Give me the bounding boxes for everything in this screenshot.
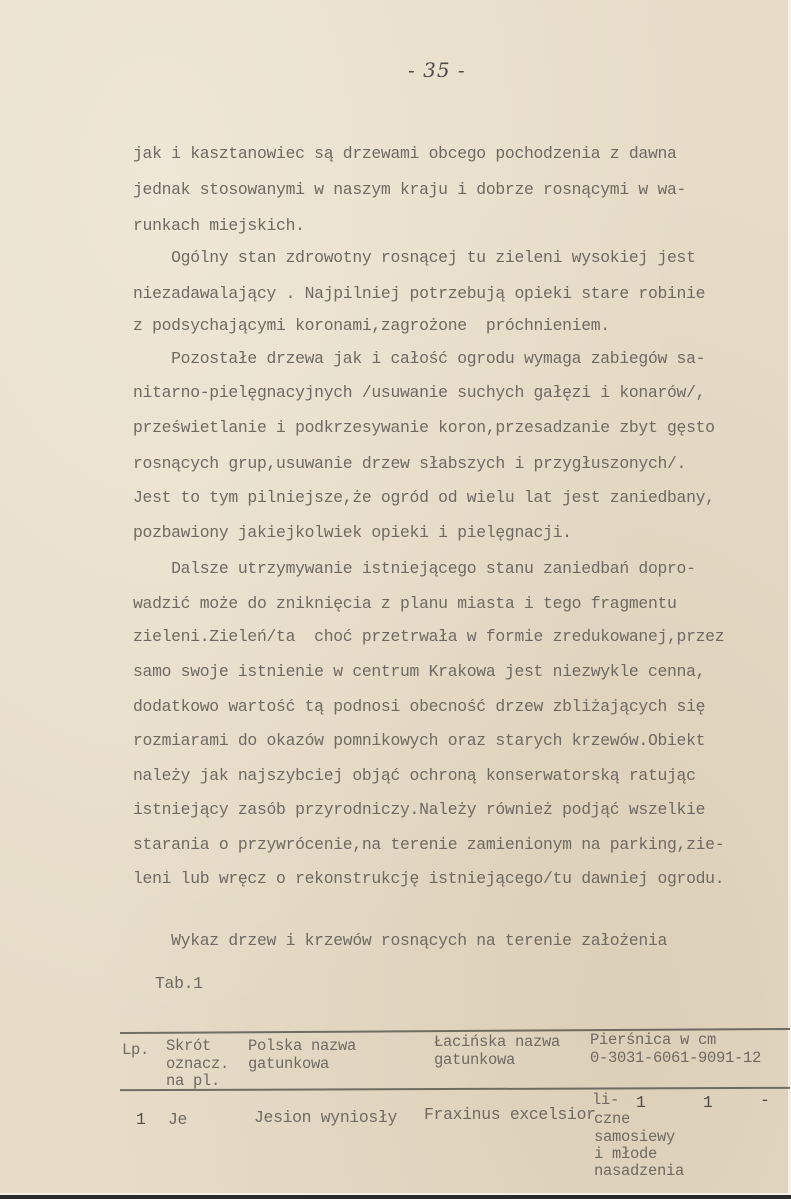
text-line: zieleni.Zieleń/ta choć przetrwała w formie zredukowanej,przez [133, 627, 725, 646]
text-line: starania o przywrócenie,na terenie zamienionym na parking,zie- [133, 835, 725, 854]
table-caption: Wykaz drzew i krzewów rosnących na terenie założenia [133, 931, 668, 950]
row-count-0: li- [592, 1091, 620, 1109]
text-line: samo swoje istnienie w centrum Krakowa jest niezwykle cenna, [133, 662, 706, 681]
text-line: leni lub wręcz o rekonstrukcję istniejącego/tu dawniej ogrodu. [133, 869, 725, 888]
text-line: istniejący zasób przyrodniczy.Należy również podjąć wszelkie [133, 800, 706, 819]
text-line: Ogólny stan zdrowotny rosnącej tu zieleni wysokiej jest [133, 248, 696, 267]
text-line: wadzić może do zniknięcia z planu miasta i tego fragmentu [133, 594, 677, 613]
row-note-2: samosiewy [594, 1128, 676, 1146]
text-line: Dalsze utrzymywanie istniejącego stanu zaniedbań dopro- [133, 559, 696, 578]
text-line: niezadawalający . Najpilniej potrzebują opieki stare robinie [133, 284, 706, 303]
row-note-3: i młode [594, 1145, 658, 1163]
header-polska-1: Polska nazwa [248, 1037, 357, 1055]
text-line: Pozostałe drzewa jak i całość ogrodu wymaga zabiegów sa- [133, 349, 706, 368]
text-line: dodatkowo wartość tą podnosi obecność drzew zbliżających się [133, 697, 706, 716]
header-skrot-2: oznacz. [166, 1055, 230, 1073]
text-line: pozbawiony jakiejkolwiek opieki i pielęgnacji. [133, 523, 572, 542]
text-line: prześwietlanie i podkrzesywanie koron,przesadzanie zbyt gęsto [133, 418, 715, 437]
text-line: nitarno-pielęgnacyjnych /usuwanie suchych gałęzi i konarów/, [133, 383, 706, 402]
row-polska: Jesion wyniosły [254, 1108, 398, 1127]
row-lacinska: Fraxinus excelsior [424, 1105, 596, 1124]
header-piersnica-2: 0-3031-6061-9091-12 [590, 1049, 762, 1067]
header-skrot-1: Skrót [166, 1037, 212, 1055]
row-skrot: Je [168, 1110, 188, 1129]
text-line: runkach miejskich. [133, 216, 305, 235]
header-skrot-3: na pl. [166, 1072, 221, 1090]
row-count-2: 1 [703, 1093, 713, 1112]
text-line: rozmiarami do okazów pomnikowych oraz starych krzewów.Obiekt [133, 731, 706, 750]
row-count-3: - [760, 1091, 770, 1110]
row-count-1: 1 [636, 1093, 646, 1112]
table-header-rule [120, 1087, 790, 1091]
row-note-4: nasadzenia [594, 1162, 685, 1180]
header-polska-2: gatunkowa [248, 1055, 330, 1073]
header-piersnica-1: Pierśnica w cm [590, 1031, 717, 1049]
text-line: z podsychającymi koronami,zagrożone próchnieniem. [133, 316, 610, 335]
header-lacinska-1: Łacińska nazwa [434, 1033, 561, 1051]
text-line: należy jak najszybciej objąć ochroną konserwatorską ratując [133, 766, 696, 785]
header-lacinska-2: gatunkowa [434, 1051, 516, 1069]
page-number: - 35 - [408, 58, 466, 82]
text-line: jak i kasztanowiec są drzewami obcego pochodzenia z dawna [133, 144, 677, 163]
row-lp: 1 [136, 1110, 146, 1129]
header-lp: Lp. [122, 1041, 150, 1059]
text-line: rosnących grup,usuwanie drzew słabszych i przygłuszonych/. [133, 454, 687, 473]
text-line: Jest to tym pilniejsze,że ogród od wielu lat jest zaniedbany, [133, 488, 715, 507]
text-line: jednak stosowanymi w naszym kraju i dobrze rosnącymi w wa- [133, 180, 687, 199]
table-label: Tab.1 [155, 974, 203, 993]
row-note-1: czne [594, 1110, 631, 1128]
